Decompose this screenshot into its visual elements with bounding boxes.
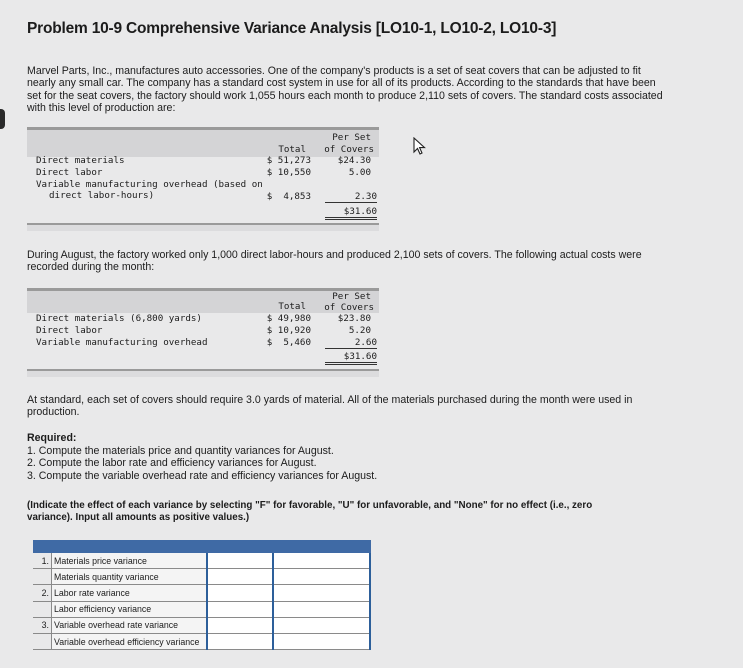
- august-line: recorded during the month:: [27, 261, 155, 274]
- answer-row: [33, 585, 370, 601]
- variance-answer-table: [33, 540, 371, 650]
- variance-effect-select[interactable]: [273, 553, 370, 569]
- variance-amount-input[interactable]: [207, 601, 273, 617]
- intro-paragraph: [27, 65, 717, 115]
- standard-note-line: At standard, each set of covers should require 3.0 yards of material. All of the materials purchased during the month were used in: [27, 394, 633, 406]
- mouse-cursor-icon: [412, 137, 428, 155]
- instruction-note: [27, 500, 697, 524]
- answer-row-label: Labor efficiency variance: [52, 601, 208, 617]
- screen-edge-marker: [0, 109, 5, 129]
- answer-row-number: [33, 633, 52, 649]
- row-per-set: 2.60: [325, 337, 377, 349]
- header-total: Total: [278, 144, 306, 155]
- row-label-direct-labor: Direct labor: [36, 325, 103, 336]
- row-per-set: $24.30: [337, 155, 371, 166]
- header-per-set: Per Set: [332, 291, 371, 302]
- per-set-total: $31.60: [325, 351, 377, 365]
- variance-amount-input[interactable]: [207, 553, 273, 569]
- header-total: Total: [278, 301, 306, 312]
- header-per-set: Per Set: [332, 132, 371, 143]
- table-footer-band: [27, 369, 379, 377]
- standard-cost-table: [27, 127, 379, 225]
- answer-row-label: Labor rate variance: [52, 585, 208, 601]
- row-per-set: 5.20: [348, 325, 371, 336]
- instruction-line: (Indicate the effect of each variance by selecting "F" for favorable, "U" for unfavorable, and "None" for no effect (i.e., zero: [27, 500, 593, 511]
- row-label-direct-materials: Direct materials: [36, 155, 125, 166]
- standard-note-paragraph: [27, 394, 717, 419]
- problem-title: Problem 10-9 Comprehensive Variance Analysis [LO10-1, LO10-2, LO10-3]: [27, 20, 557, 37]
- variance-effect-select[interactable]: [273, 585, 370, 601]
- variance-effect-select[interactable]: [273, 569, 370, 585]
- answer-row-label: Materials price variance: [52, 553, 208, 569]
- row-total: $ 5,460: [266, 337, 311, 348]
- required-heading: Required:: [27, 432, 77, 444]
- answer-row-number: 3.: [33, 617, 52, 633]
- row-label-direct-labor: Direct labor: [36, 167, 103, 178]
- required-item: 2. Compute the labor rate and efficiency variances for August.: [27, 457, 317, 470]
- answer-row: [33, 569, 370, 585]
- intro-line: with this level of production are:: [27, 102, 176, 115]
- august-paragraph: [27, 249, 717, 274]
- variance-effect-select[interactable]: [273, 633, 370, 649]
- row-per-set: 5.00: [348, 167, 371, 178]
- per-set-total: $31.60: [325, 206, 377, 220]
- row-total: $ 4,853: [266, 191, 311, 202]
- variance-amount-input[interactable]: [207, 617, 273, 633]
- answer-row: [33, 601, 370, 617]
- answer-row: [33, 617, 370, 633]
- answer-row: [33, 553, 370, 569]
- required-item: 3. Compute the variable overhead rate and efficiency variances for August.: [27, 469, 378, 482]
- answer-row-label: Variable overhead efficiency variance: [52, 633, 208, 649]
- header-of-covers: of Covers: [324, 302, 374, 313]
- answer-row-label: Materials quantity variance: [52, 569, 208, 585]
- intro-line: nearly any small car. The company has a standard cost system in use for all of its products. According to the standards that have been: [27, 77, 656, 90]
- answer-row-number: 1.: [33, 553, 52, 569]
- answer-row-number: [33, 601, 52, 617]
- row-per-set: 2.30: [325, 191, 377, 203]
- actual-cost-table: [27, 288, 379, 373]
- header-of-covers: of Covers: [324, 144, 374, 155]
- answer-row-number: 2.: [33, 585, 52, 601]
- answer-row-label: Variable overhead rate variance: [52, 617, 208, 633]
- intro-line: set for the seat covers, the factory should work 1,055 hours each month to produce 2,110 sets of covers. The standard costs associated: [27, 89, 663, 102]
- intro-line: Marvel Parts, Inc., manufactures auto accessories. One of the company's products is a set of seat covers that can be adjusted to fit: [27, 65, 641, 77]
- row-label-variable-overhead-cont: direct labor-hours): [49, 190, 155, 201]
- row-per-set: $23.80: [337, 313, 371, 324]
- row-total: $ 51,273: [266, 155, 311, 166]
- row-label-direct-materials: Direct materials (6,800 yards): [36, 313, 202, 324]
- instruction-line: variance). Input all amounts as positive values.): [27, 512, 250, 523]
- table-footer-band: [27, 223, 379, 231]
- row-total: $ 49,980: [266, 313, 311, 324]
- august-line: During August, the factory worked only 1,000 direct labor-hours and produced 2,100 sets of covers. The following actual costs were: [27, 249, 642, 261]
- variance-amount-input[interactable]: [207, 585, 273, 601]
- required-section: [27, 432, 377, 482]
- variance-amount-input[interactable]: [207, 633, 273, 649]
- standard-note-line: production.: [27, 406, 80, 419]
- row-label-variable-overhead: Variable manufacturing overhead (based on: [36, 179, 263, 190]
- answer-table-header: [33, 541, 370, 553]
- answer-row-number: [33, 569, 52, 585]
- answer-row: [33, 633, 370, 649]
- required-item: 1. Compute the materials price and quantity variances for August.: [27, 444, 334, 457]
- row-label-variable-overhead: Variable manufacturing overhead: [36, 337, 208, 348]
- variance-effect-select[interactable]: [273, 601, 370, 617]
- variance-amount-input[interactable]: [207, 569, 273, 585]
- row-total: $ 10,550: [266, 167, 311, 178]
- variance-effect-select[interactable]: [273, 617, 370, 633]
- row-total: $ 10,920: [266, 325, 311, 336]
